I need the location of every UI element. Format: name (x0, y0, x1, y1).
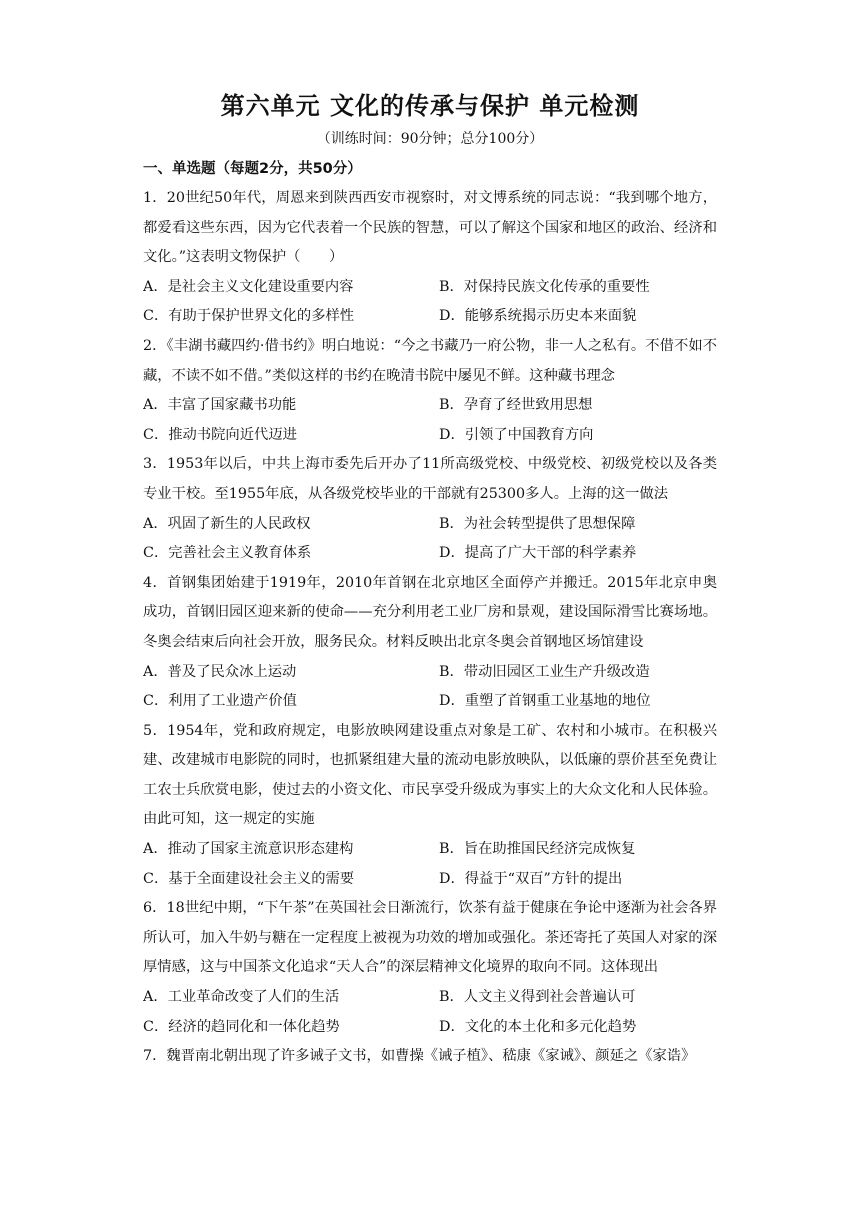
option-c: C．完善社会主义教育体系 (143, 545, 312, 562)
option-d: D．引领了中国教育方向 (439, 426, 594, 443)
question-stem: 2．《丰湖书藏四约·借书约》明白地说：“今之书藏乃一府公物，非一人之私有。不借不如不藏，不读不如不借。”类似这样的书约在晚清书院中屡见不鲜。这种藏书理念 (143, 337, 717, 384)
question-stem: 1．20世纪50年代，周恩来到陕西西安市视察时，对文博系统的同志说：“我到哪个地方，都爱看这些东西，因为它代表着一个民族的智慧，可以了解这个国家和地区的政治、经济和文化。”这表明文物保护（ ） (143, 190, 717, 266)
option-b: B．人文主义得到社会普遍认可 (439, 989, 636, 1006)
option-b: B．带动旧园区工业生产升级改造 (439, 663, 650, 680)
option-a: A．是社会主义文化建设重要内容 (143, 278, 354, 295)
option-list (143, 835, 717, 894)
option-a: A．普及了民众冰上运动 (143, 663, 297, 680)
option-a: A．巩固了新生的人民政权 (143, 515, 311, 532)
question-stem: 3．1953年以后，中共上海市委先后开办了11所高级党校、中级党校、初级党校以及各类专业干校。至1955年底，从各级党校毕业的干部就有25300多人。上海的这一做法 (143, 456, 717, 502)
option-list (143, 510, 717, 569)
option-d: D．得益于“双百”方针的提出 (439, 870, 623, 887)
option-list (143, 983, 717, 1042)
option-d: D．文化的本土化和多元化趋势 (439, 1018, 637, 1035)
question-2 (143, 332, 717, 450)
option-c: C．有助于保护世界文化的多样性 (143, 308, 355, 325)
option-d: D．重塑了首钢重工业基地的地位 (439, 693, 651, 710)
question-stem: 7．魏晋南北朝出现了许多诫子文书，如曹操《诫子植》、嵇康《家诫》、颜延之《家诰》 (143, 1048, 696, 1065)
option-c: C．基于全面建设社会主义的需要 (143, 870, 355, 887)
question-stem: 4．首钢集团始建于1919年，2010年首钢在北京地区全面停产并搬迁。2015年北京申奥成功，首钢旧园区迎来新的使命——充分利用老工业厂房和景观，建设国际滑雪比赛场地。冬奥会结束后向社会开放，服务民众。材料反映出北京冬奥会首钢地区场馆建设 (143, 574, 717, 650)
question-stem: 6．18世纪中期，“下午茶”在英国社会日渐流行，饮茶有益于健康在争论中逐渐为社会各界所认可，加入牛奶与糖在一定程度上被视为功效的增加或强化。茶还寄托了英国人对家的深厚情感，这与中国茶文化追求“天人合”的深层精神文化境界的取向不同。这体现出 (143, 900, 717, 976)
question-3 (143, 450, 717, 568)
option-b: B．为社会转型提供了思想保障 (439, 515, 636, 532)
option-b: B．对保持民族文化传承的重要性 (439, 278, 650, 295)
option-c: C．利用了工业遗产价值 (143, 693, 297, 710)
option-list (143, 391, 717, 450)
document-subtitle: （训练时间：90分钟；总分100分） (316, 131, 544, 147)
option-d: D．提高了广大干部的科学素养 (439, 545, 637, 562)
question-4 (143, 569, 717, 717)
option-c: C．经济的趋同化和一体化趋势 (143, 1018, 340, 1035)
question-5 (143, 717, 717, 895)
option-list (143, 273, 717, 332)
question-7 (143, 1042, 717, 1072)
question-1 (143, 184, 717, 332)
option-b: B．旨在助推国民经济完成恢复 (439, 841, 636, 858)
question-stem: 5．1954年，党和政府规定，电影放映网建设重点对象是工矿、农村和小城市。在积极兴建、改建城市电影院的同时，也抓紧组建大量的流动电影放映队，以低廉的票价甚至免费让工农士兵欣赏电影，使过去的小资文化、市民享受升级成为事实上的大众文化和人民体验。由此可知，这一规定的实施 (143, 722, 717, 828)
option-list (143, 658, 717, 717)
option-a: A．工业革命改变了人们的生活 (143, 989, 340, 1006)
section-heading: 一、单选题（每题2分，共50分） (143, 161, 362, 177)
option-b: B．孕育了经世致用思想 (439, 397, 593, 414)
option-a: A．丰富了国家藏书功能 (143, 397, 297, 414)
document-title: 第六单元 文化的传承与保护 单元检测 (220, 92, 640, 120)
option-a: A．推动了国家主流意识形态建构 (143, 841, 354, 858)
option-d: D．能够系统揭示历史本来面貌 (439, 308, 637, 325)
option-c: C．推动书院向近代迈进 (143, 426, 297, 443)
question-6 (143, 894, 717, 1042)
